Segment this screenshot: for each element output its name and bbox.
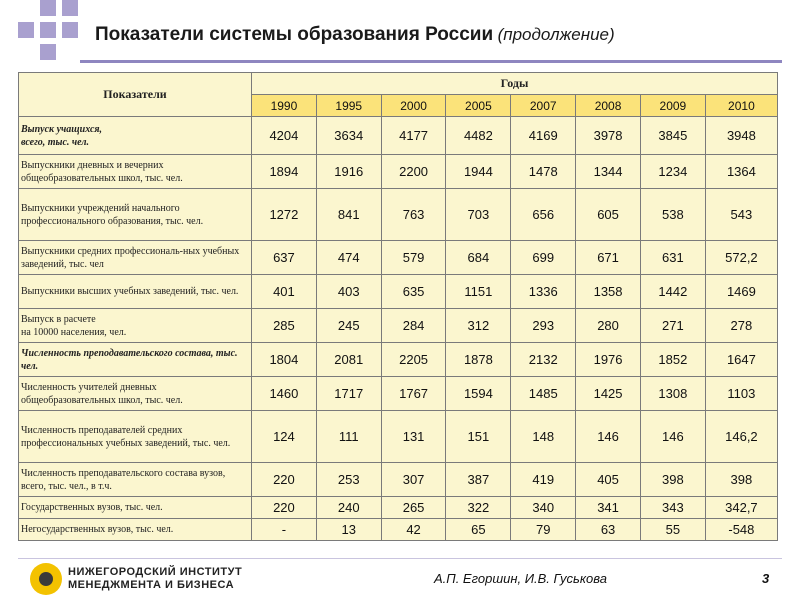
cell-value: 543	[705, 189, 777, 241]
cell-value: 1976	[576, 343, 641, 377]
table-row	[19, 497, 778, 519]
row-label: Выпускники дневных и вечерних общеобразовательных школ, тыс. чел.	[19, 155, 252, 189]
cell-value: 1460	[252, 377, 317, 411]
cell-value: 131	[381, 411, 446, 463]
cell-value: 605	[576, 189, 641, 241]
cell-value: 293	[511, 309, 576, 343]
row-label: Негосударственных вузов, тыс. чел.	[19, 519, 252, 541]
cell-value: 1852	[640, 343, 705, 377]
cell-value: 398	[640, 463, 705, 497]
cell-value: 1717	[316, 377, 381, 411]
cell-value: 419	[511, 463, 576, 497]
year-header-1995: 1995	[316, 95, 381, 117]
cell-value: 763	[381, 189, 446, 241]
table-row	[19, 463, 778, 497]
cell-value: 1469	[705, 275, 777, 309]
institute-name-line1: НИЖЕГОРОДСКИЙ ИНСТИТУТ	[68, 566, 243, 578]
cell-value: 4177	[381, 117, 446, 155]
title-underline	[80, 60, 782, 63]
cell-value: 405	[576, 463, 641, 497]
cell-value: 1425	[576, 377, 641, 411]
table-row	[19, 343, 778, 377]
cell-value: 65	[446, 519, 511, 541]
cell-value: 1894	[252, 155, 317, 189]
cell-value: 1916	[316, 155, 381, 189]
cell-value: 1804	[252, 343, 317, 377]
cell-value: 1103	[705, 377, 777, 411]
education-indicators-table	[18, 72, 778, 541]
cell-value: 146,2	[705, 411, 777, 463]
cell-value: 148	[511, 411, 576, 463]
cell-value: 1234	[640, 155, 705, 189]
cell-value: 285	[252, 309, 317, 343]
cell-value: 656	[511, 189, 576, 241]
indicator-column-header: Показатели	[19, 73, 252, 117]
cell-value: 4204	[252, 117, 317, 155]
cell-value: 124	[252, 411, 317, 463]
cell-value: 253	[316, 463, 381, 497]
cell-value: 1478	[511, 155, 576, 189]
cell-value: 1485	[511, 377, 576, 411]
cell-value: 1594	[446, 377, 511, 411]
cell-value: 2200	[381, 155, 446, 189]
cell-value: 403	[316, 275, 381, 309]
table-row	[19, 155, 778, 189]
cell-value: 2081	[316, 343, 381, 377]
cell-value: 146	[576, 411, 641, 463]
cell-value: 1308	[640, 377, 705, 411]
cell-value: 684	[446, 241, 511, 275]
table-row	[19, 241, 778, 275]
cell-value: -	[252, 519, 317, 541]
table-row	[19, 117, 778, 155]
table-row	[19, 519, 778, 541]
cell-value: 146	[640, 411, 705, 463]
cell-value: 637	[252, 241, 317, 275]
cell-value: 1151	[446, 275, 511, 309]
table-row	[19, 377, 778, 411]
table-row	[19, 189, 778, 241]
logo-center-icon	[39, 572, 53, 586]
cell-value: 1336	[511, 275, 576, 309]
cell-value: 4169	[511, 117, 576, 155]
authors: А.П. Егоршин, И.В. Гуськова	[434, 571, 607, 586]
cell-value: 278	[705, 309, 777, 343]
cell-value: 322	[446, 497, 511, 519]
cell-value: 55	[640, 519, 705, 541]
page-title: Показатели системы образования России	[95, 24, 494, 45]
cell-value: 343	[640, 497, 705, 519]
cell-value: 341	[576, 497, 641, 519]
cell-value: 401	[252, 275, 317, 309]
years-column-header: Годы	[252, 73, 778, 95]
table-body	[19, 117, 778, 541]
table-header-row	[19, 73, 778, 95]
cell-value: 42	[381, 519, 446, 541]
cell-value: 2205	[381, 343, 446, 377]
cell-value: 1878	[446, 343, 511, 377]
footer-divider	[18, 558, 782, 559]
cell-value: -548	[705, 519, 777, 541]
page-number: 3	[762, 571, 770, 586]
year-header-2000: 2000	[381, 95, 446, 117]
cell-value: 3948	[705, 117, 777, 155]
cell-value: 1344	[576, 155, 641, 189]
cell-value: 280	[576, 309, 641, 343]
cell-value: 671	[576, 241, 641, 275]
cell-value: 245	[316, 309, 381, 343]
institute-name	[68, 566, 242, 592]
cell-value: 387	[446, 463, 511, 497]
cell-value: 1767	[381, 377, 446, 411]
row-label: Государственных вузов, тыс. чел.	[19, 497, 252, 519]
cell-value: 1364	[705, 155, 777, 189]
row-label: Численность учителей дневных общеобразовательных школ, тыс. чел.	[19, 377, 252, 411]
cell-value: 307	[381, 463, 446, 497]
table-row	[19, 411, 778, 463]
row-label: Численность преподавательского состава, тыс. чел.	[19, 343, 252, 377]
cell-value: 271	[640, 309, 705, 343]
cell-value: 3634	[316, 117, 381, 155]
cell-value: 2132	[511, 343, 576, 377]
cell-value: 1647	[705, 343, 777, 377]
year-header-2009: 2009	[640, 95, 705, 117]
cell-value: 538	[640, 189, 705, 241]
decorative-squares	[0, 0, 80, 60]
institute-name-line2: МЕНЕДЖМЕНТА И БИЗНЕСА	[68, 579, 235, 591]
row-label: Выпускники учреждений начального профессионального образования, тыс. чел.	[19, 189, 252, 241]
page-title-wrap	[95, 24, 780, 54]
year-header-1990: 1990	[252, 95, 317, 117]
cell-value: 699	[511, 241, 576, 275]
cell-value: 4482	[446, 117, 511, 155]
cell-value: 220	[252, 497, 317, 519]
cell-value: 1358	[576, 275, 641, 309]
institute-logo-icon	[30, 563, 62, 595]
row-label: Выпуск в расчете на 10000 населения, чел.	[19, 309, 252, 343]
table-row	[19, 275, 778, 309]
cell-value: 579	[381, 241, 446, 275]
cell-value: 265	[381, 497, 446, 519]
cell-value: 312	[446, 309, 511, 343]
year-header-2008: 2008	[576, 95, 641, 117]
cell-value: 1272	[252, 189, 317, 241]
cell-value: 13	[316, 519, 381, 541]
table-row	[19, 309, 778, 343]
cell-value: 631	[640, 241, 705, 275]
year-header-2007: 2007	[511, 95, 576, 117]
cell-value: 63	[576, 519, 641, 541]
cell-value: 220	[252, 463, 317, 497]
cell-value: 1944	[446, 155, 511, 189]
year-header-2010: 2010	[705, 95, 777, 117]
cell-value: 572,2	[705, 241, 777, 275]
row-label: Выпуск учащихся, всего, тыс. чел.	[19, 117, 252, 155]
row-label: Выпускники средних профессиональ-ных учебных заведений, тыс. чел	[19, 241, 252, 275]
cell-value: 3978	[576, 117, 641, 155]
cell-value: 340	[511, 497, 576, 519]
cell-value: 398	[705, 463, 777, 497]
cell-value: 284	[381, 309, 446, 343]
cell-value: 474	[316, 241, 381, 275]
cell-value: 1442	[640, 275, 705, 309]
cell-value: 3845	[640, 117, 705, 155]
cell-value: 703	[446, 189, 511, 241]
cell-value: 841	[316, 189, 381, 241]
cell-value: 240	[316, 497, 381, 519]
page-subtitle: (продолжение)	[497, 25, 615, 44]
row-label: Численность преподавателей средних профессиональных учебных заведений, тыс. чел.	[19, 411, 252, 463]
year-header-2005: 2005	[446, 95, 511, 117]
cell-value: 342,7	[705, 497, 777, 519]
row-label: Выпускники высших учебных заведений, тыс. чел.	[19, 275, 252, 309]
cell-value: 111	[316, 411, 381, 463]
row-label: Численность преподавательского состава вузов, всего, тыс. чел., в т.ч.	[19, 463, 252, 497]
cell-value: 79	[511, 519, 576, 541]
cell-value: 151	[446, 411, 511, 463]
cell-value: 635	[381, 275, 446, 309]
